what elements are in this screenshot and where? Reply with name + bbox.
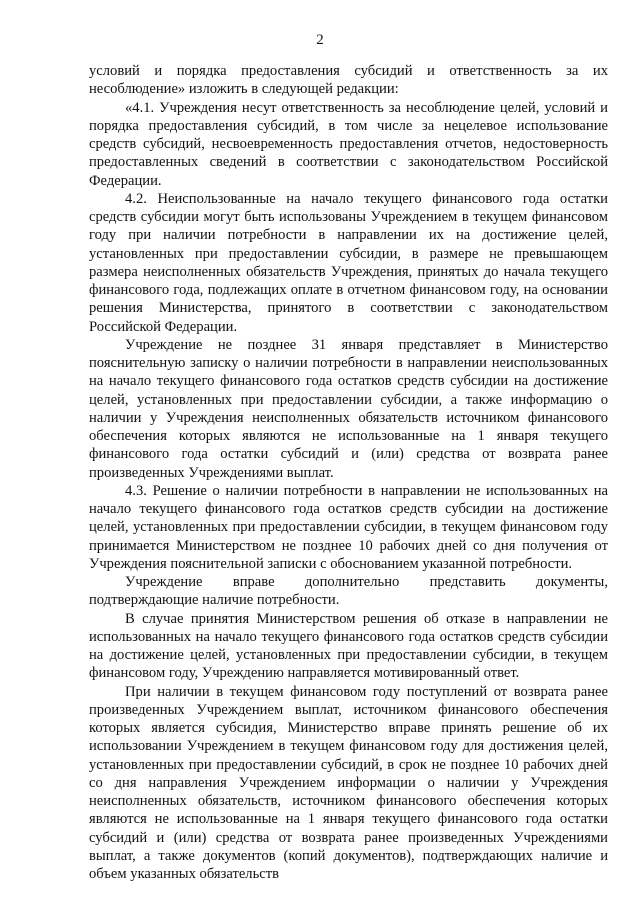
document-body: [89, 62, 608, 883]
paragraph-1: условий и порядка предоставления субсидий и ответственность за их несоблюдение» изложить в следующей редакции:: [89, 63, 608, 98]
paragraph-6: Учреждение вправе дополнительно представить документы, подтверждающие наличие потребности.: [89, 574, 608, 609]
paragraph-7: В случае принятия Министерством решения об отказе в направлении не использованных на начало текущего финансового года остатков средств субсидии на достижение целей, установленных при предоставлении субсидии, в текущем финансовом году, Учреждению направляется мотивированный ответ.: [89, 610, 608, 682]
paragraph-4: Учреждение не позднее 31 января представляет в Министерство пояснительную записку о наличии потребности в направлении неиспользованных на начало текущего финансового года остатков средств субсидии на достижение целей, установленных при предоставлении субсидии, а также информацию о наличии у Учреждения неисполненных обязательств источником финансового обеспечения которых являются не использованные на 1 января текущего финансового года остатки субсидий и (или) средства от возврата ранее произведенных Учреждениями выплат.: [89, 336, 608, 481]
page-number: 2: [316, 32, 324, 48]
paragraph-5: 4.3. Решение о наличии потребности в направлении не использованных на начало текущего финансового года остатков средств субсидии на достижение целей, установленных при предоставлении субсидии, в текущем финансовом году принимается Министерством не позднее 10 рабочих дней со дня получения от Учреждения пояснительной записки с обоснованием указанной потребности.: [89, 482, 608, 572]
paragraph-2: «4.1. Учреждения несут ответственность за несоблюдение целей, условий и порядка предоставления субсидий, в том числе за нецелевое использование средств субсидий, несвоевременность предоставления отчетов, недостоверность предоставленных сведений в соответствии с законодательством Российской Федерации.: [89, 99, 608, 189]
paragraph-8: При наличии в текущем финансовом году поступлений от возврата ранее произведенных Учреждением выплат, источником финансового обеспечения которых является субсидия, Министерство вправе принять решение об их использовании Учреждением в текущем финансовом году для достижения целей, установленных при предоставлении субсидий, в срок не позднее 10 рабочих дней со дня направления Учреждением информации о наличии у Учреждения неисполненных обязательств, источником финансового обеспечения которых являются не использованные на 1 января текущего финансового года остатки субсидий и (или) средства от возврата ранее произведенных Учреждениями выплат, а также документов (копий документов), подтверждающих наличие и объем указанных обязательств: [89, 683, 608, 882]
paragraph-3: 4.2. Неиспользованные на начало текущего финансового года остатки средств субсидии могут быть использованы Учреждением в текущем финансовом году при наличии потребности в направлении их на достижение целей, установленных при предоставлении субсидии, в размере не превышающем размера неисполненных обязательств Учреждения, принятых до начала текущего финансового года, подлежащих оплате в отчетном финансовом году, на основании решения Министерства, принятого в соответствии с законодательством Российской Федерации.: [89, 190, 608, 335]
